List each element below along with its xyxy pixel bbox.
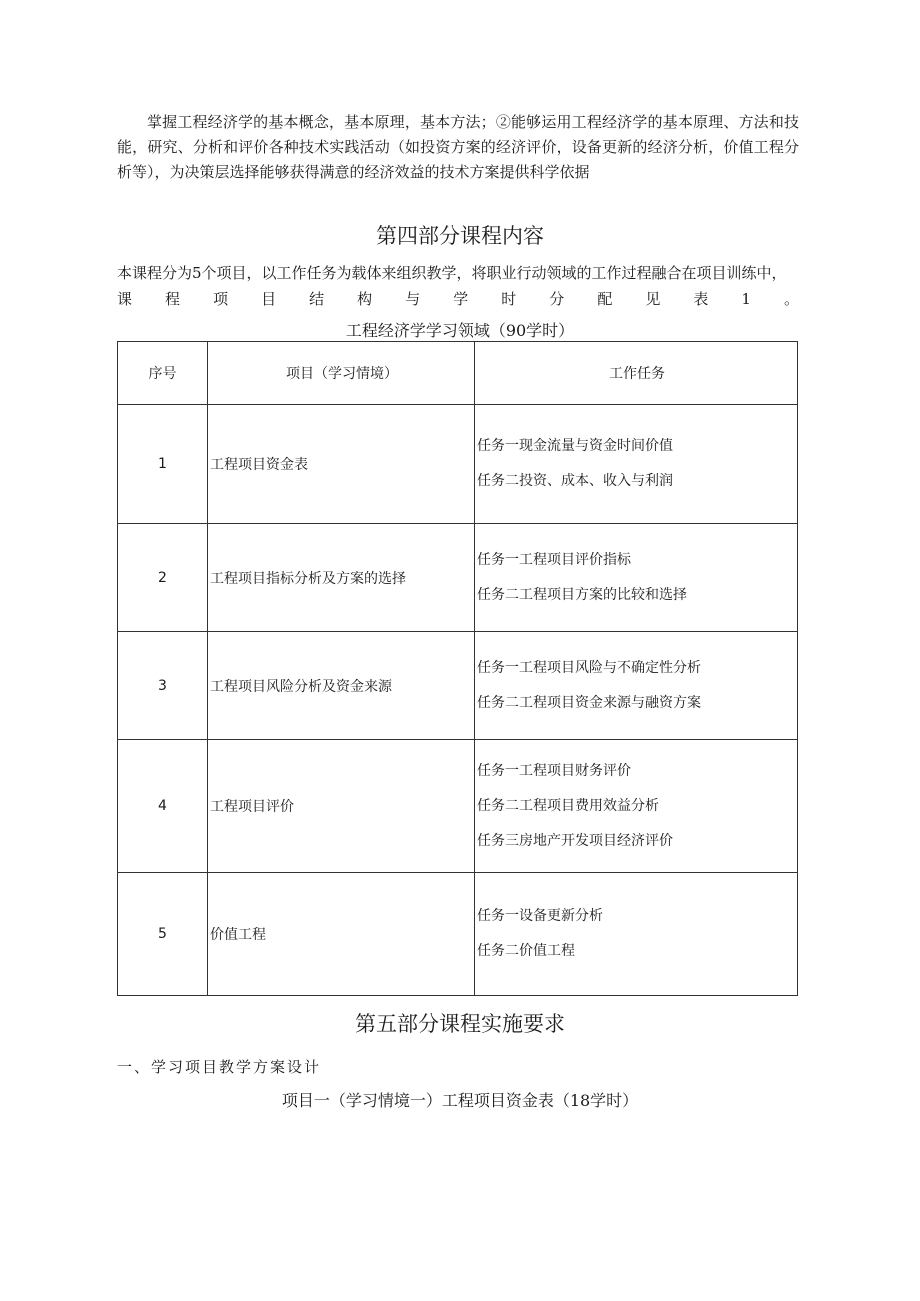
table-row xyxy=(118,405,798,524)
course-description xyxy=(117,260,799,312)
row-project: 工程项目资金表 xyxy=(208,405,475,524)
course-description-line1: 本课程分为5个项目，以工作任务为载体来组织教学，将职业行动领域的工作过程融合在项目训练中， xyxy=(117,264,787,282)
desc-char: 表 xyxy=(693,290,709,308)
task-item: 任务二工程项目费用效益分析 xyxy=(477,797,659,814)
course-description-line2 xyxy=(117,286,799,312)
course-schedule-table xyxy=(117,341,798,996)
intro-paragraph: 掌握工程经济学的基本概念，基本原理，基本方法；②能够运用工程经济学的基本原理、方法和技能，研究、分析和评价各种技术实践活动（如投资方案的经济评价，设备更新的经济分析，价值工程分析等），为决策层选择能够获得满意的经济效益的技术方案提供科学依据 xyxy=(117,113,799,181)
row-number: 1 xyxy=(118,405,208,524)
row-project: 工程项目指标分析及方案的选择 xyxy=(208,524,475,632)
desc-char: 课 xyxy=(117,290,133,308)
desc-char: 与 xyxy=(405,290,421,308)
row-number: 4 xyxy=(118,740,208,873)
task-item: 任务二价值工程 xyxy=(477,943,575,959)
task-item: 任务一现金流量与资金时间价值 xyxy=(477,438,673,454)
row-number: 2 xyxy=(118,524,208,632)
desc-char: 学 xyxy=(453,290,469,308)
row-project: 工程项目评价 xyxy=(208,740,475,873)
desc-char: 配 xyxy=(597,290,613,308)
desc-char: 时 xyxy=(501,290,517,308)
task-item: 任务二工程项目方案的比较和选择 xyxy=(477,586,687,603)
desc-char: 目 xyxy=(261,290,277,308)
desc-char: 构 xyxy=(357,290,373,308)
task-item: 任务三房地产开发项目经济评价 xyxy=(477,832,673,849)
row-project: 工程项目风险分析及资金来源 xyxy=(208,632,475,740)
header-number: 序号 xyxy=(118,342,208,405)
row-number: 5 xyxy=(118,873,208,996)
table-header-row xyxy=(118,342,798,405)
desc-char: 分 xyxy=(549,290,565,308)
desc-char: 见 xyxy=(645,290,661,308)
table-caption: 工程经济学学习领域（90学时） xyxy=(345,321,575,340)
table-row xyxy=(118,524,798,632)
header-tasks: 工作任务 xyxy=(475,342,798,405)
desc-char: 程 xyxy=(165,290,181,308)
sub-heading: 一、学习项目教学方案设计 xyxy=(117,1058,322,1076)
row-tasks xyxy=(475,740,798,873)
row-tasks xyxy=(475,405,798,524)
task-item: 任务二工程项目资金来源与融资方案 xyxy=(477,694,701,711)
task-item: 任务一工程项目财务评价 xyxy=(477,762,631,779)
row-number: 3 xyxy=(118,632,208,740)
section5-title: 第五部分课程实施要求 xyxy=(355,1012,565,1036)
task-item: 任务一工程项目评价指标 xyxy=(477,551,631,568)
desc-char: 。 xyxy=(783,290,799,308)
task-item: 任务二投资、成本、收入与利润 xyxy=(477,473,673,489)
project-title: 项目一（学习情境一）工程项目资金表（18学时） xyxy=(281,1091,639,1110)
desc-char: 1 xyxy=(741,290,751,308)
desc-char: 项 xyxy=(213,290,229,308)
row-tasks xyxy=(475,524,798,632)
table-row xyxy=(118,632,798,740)
desc-char: 结 xyxy=(309,290,325,308)
row-tasks xyxy=(475,873,798,996)
section4-title: 第四部分课程内容 xyxy=(376,224,544,248)
header-project: 项目（学习情境） xyxy=(208,342,475,405)
row-tasks xyxy=(475,632,798,740)
table-row xyxy=(118,873,798,996)
table-row xyxy=(118,740,798,873)
task-item: 任务一工程项目风险与不确定性分析 xyxy=(477,659,701,676)
row-project: 价值工程 xyxy=(208,873,475,996)
task-item: 任务一设备更新分析 xyxy=(477,908,603,924)
